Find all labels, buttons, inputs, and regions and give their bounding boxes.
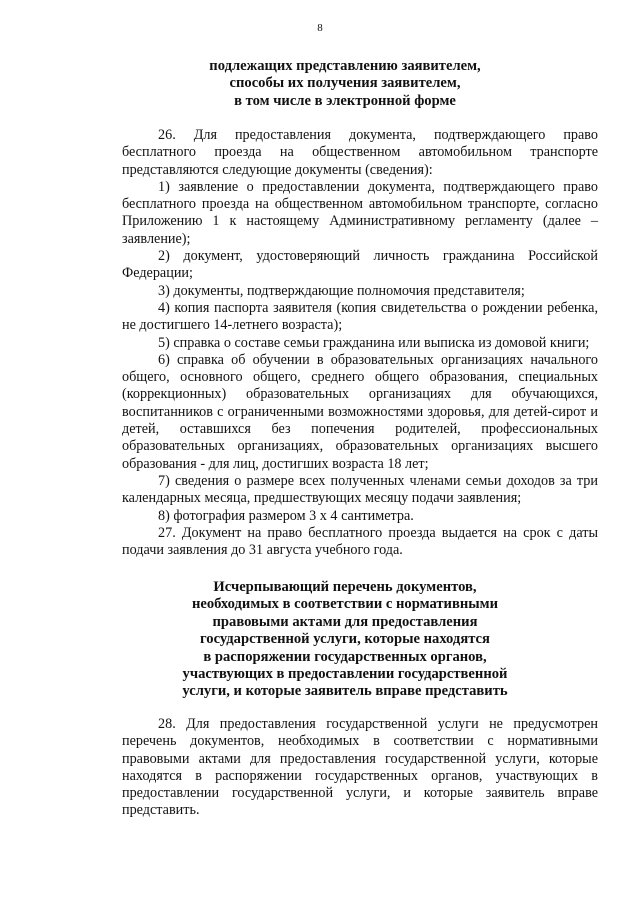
heading-line: государственной услуги, которые находятся	[200, 631, 490, 648]
heading-line: необходимых в соответствии с нормативными	[192, 596, 498, 613]
heading-line: в распоряжении государственных органов,	[203, 648, 487, 665]
heading-line: правовыми актами для предоставления	[212, 613, 478, 630]
list-item-5: 5) справка о составе семьи гражданина или выписка из домовой книги;	[158, 334, 590, 351]
heading-line: участвующих в предоставлении государственной	[182, 666, 508, 683]
list-item-3: 3) документы, подтверждающие полномочия представителя;	[158, 282, 525, 299]
list-item-6: 6) справка об обучении в образовательных организациях начального общего, основного общего, среднего общего образования, специальных (коррекционных) образовательных организациях для обучающихся, воспитанников с ограниченными возможностями здоровья, для детей-сирот и детей, оставшихся без попечения родителей, профессиональных образовательных организациях, образовательных организациях высшего образования - для лиц, достигших возраста 18 лет;	[122, 351, 598, 472]
section-heading-exhaustive-list	[110, 579, 580, 701]
heading-line: способы их получения заявителем,	[229, 75, 461, 92]
page-number: 8	[317, 22, 323, 34]
paragraph-28: 28. Для предоставления государственной услуги не предусмотрен перечень документов, необходимых в соответствии с нормативными правовыми актами для предоставления государственной услуги, которые находятся в распоряжении государственных органов, участвующих в предоставлении государственной услуги, и которые заявитель вправе представить.	[122, 716, 598, 819]
list-item-7: 7) сведения о размере всех полученных членами семьи доходов за три календарных месяца, предшествующих месяцу подачи заявления;	[122, 472, 598, 507]
heading-line: услуги, и которые заявитель вправе представить	[182, 683, 508, 700]
heading-line: Исчерпывающий перечень документов,	[213, 579, 477, 595]
heading-line: в том числе в электронной форме	[234, 92, 456, 109]
paragraph-27: 27. Документ на право бесплатного проезда выдается на срок с даты подачи заявления до 31 августа учебного года.	[122, 524, 598, 559]
list-item-2: 2) документ, удостоверяющий личность гражданина Российской Федерации;	[122, 248, 598, 282]
list-item-4: 4) копия паспорта заявителя (копия свидетельства о рождении ребенка, не достигшего 14-летнего возраста);	[122, 299, 598, 334]
section-body-documents-list	[122, 127, 598, 559]
paragraph-26: 26. Для предоставления документа, подтверждающего право бесплатного проезда на общественном автомобильном транспорте представляются следующие документы (сведения):	[122, 127, 598, 178]
section-heading-documents-to-submit	[110, 58, 580, 110]
section-body-paragraph-28	[122, 716, 598, 820]
heading-line: подлежащих представлению заявителем,	[209, 58, 481, 74]
list-item-1: 1) заявление о предоставлении документа, подтверждающего право бесплатного проезда на общественном автомобильном транспорте, согласно Приложению 1 к настоящему Административному регламенту (далее – заявление);	[122, 178, 598, 247]
list-item-8: 8) фотография размером 3 х 4 сантиметра.	[158, 507, 414, 524]
